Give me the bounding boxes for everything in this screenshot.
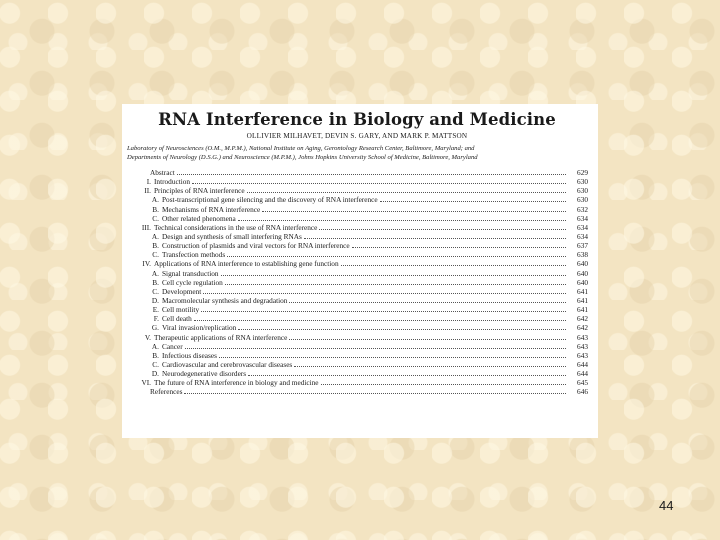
toc-entry-number: C. bbox=[152, 250, 159, 260]
toc-leader-dots bbox=[247, 186, 566, 193]
toc-leader-dots bbox=[225, 278, 566, 285]
toc-entry-number: II. bbox=[144, 186, 151, 196]
toc-entry bbox=[126, 323, 588, 332]
toc-entry-page: 640 bbox=[577, 268, 588, 278]
toc-entry-title: Cardiovascular and cerebrovascular diseases bbox=[162, 359, 293, 369]
toc-leader-dots bbox=[238, 323, 566, 330]
toc-entry bbox=[126, 259, 588, 268]
toc-leader-dots bbox=[177, 168, 566, 175]
toc-entry-title: Design and synthesis of small interfering RNAs bbox=[162, 231, 302, 241]
toc-entry-number: C. bbox=[152, 359, 159, 369]
toc-entry bbox=[126, 305, 588, 314]
toc-entry bbox=[126, 296, 588, 305]
toc-entry-title: Cell cycle regulation bbox=[162, 277, 223, 287]
document-affiliation bbox=[126, 144, 588, 162]
toc-leader-dots bbox=[321, 378, 566, 385]
toc-entry-page: 645 bbox=[577, 378, 588, 388]
toc-entry bbox=[126, 278, 588, 287]
toc-leader-dots bbox=[184, 387, 566, 394]
toc-entry-number: V. bbox=[144, 332, 151, 342]
toc-leader-dots bbox=[262, 205, 566, 212]
toc-entry-title: Post-transcriptional gene silencing and the discovery of RNA interference bbox=[162, 195, 378, 205]
toc-entry-page: 643 bbox=[577, 332, 588, 342]
toc-entry-page: 638 bbox=[577, 250, 588, 260]
toc-entry bbox=[126, 342, 588, 351]
toc-entry-page: 640 bbox=[577, 277, 588, 287]
toc-entry-title: Therapeutic applications of RNA interference bbox=[154, 332, 288, 342]
toc-entry-title: Transfection methods bbox=[162, 250, 226, 260]
document-title: RNA Interference in Biology and Medicine bbox=[158, 110, 556, 129]
toc-entry bbox=[126, 195, 588, 204]
toc-leader-dots bbox=[192, 177, 566, 184]
toc-entry-page: 643 bbox=[577, 341, 588, 351]
toc-leader-dots bbox=[380, 195, 566, 202]
toc-entry-number: C. bbox=[152, 286, 159, 296]
toc-entry bbox=[126, 205, 588, 214]
toc-entry-page: 641 bbox=[577, 295, 588, 305]
toc-entry bbox=[126, 333, 588, 342]
toc-entry-number: C. bbox=[152, 213, 159, 223]
toc-entry-number: E. bbox=[152, 305, 159, 315]
toc-entry-page: 632 bbox=[577, 204, 588, 214]
toc-entry-number: G. bbox=[151, 323, 159, 333]
toc-leader-dots bbox=[238, 214, 566, 221]
toc-leader-dots bbox=[201, 305, 566, 312]
toc-entry bbox=[126, 369, 588, 378]
toc-entry bbox=[126, 186, 588, 195]
toc-entry-number: B. bbox=[152, 350, 159, 360]
toc-entry-title: Cancer bbox=[162, 341, 183, 351]
toc-leader-dots bbox=[194, 314, 566, 321]
slide-number: 44 bbox=[659, 498, 674, 513]
toc-entry-number: A. bbox=[151, 341, 159, 351]
toc-entry-page: 634 bbox=[577, 222, 588, 232]
toc-leader-dots bbox=[352, 241, 566, 248]
toc-entry-page: 641 bbox=[577, 305, 588, 315]
toc-entry-page: 640 bbox=[577, 259, 588, 269]
toc-entry-page: 630 bbox=[577, 186, 588, 196]
toc-entry bbox=[126, 287, 588, 296]
toc-entry-title: Neurodegenerative disorders bbox=[162, 369, 247, 379]
toc-entry bbox=[126, 214, 588, 223]
toc-entry-number: A. bbox=[151, 195, 159, 205]
toc-entry-number: III. bbox=[141, 222, 151, 232]
toc-entry bbox=[126, 387, 588, 396]
affiliation-line: Departments of Neurology (D.S.G.) and Neuroscience (M.P.M.), Johns Hopkins University School of Medicine, Baltimore, Maryland bbox=[127, 154, 478, 161]
toc-leader-dots bbox=[185, 342, 566, 349]
toc-entry-page: 630 bbox=[577, 177, 588, 187]
toc-entry-page: 644 bbox=[577, 369, 588, 379]
toc-entry-title: Mechanisms of RNA interference bbox=[162, 204, 261, 214]
toc-leader-dots bbox=[219, 351, 566, 358]
toc-leader-dots bbox=[248, 369, 566, 376]
toc-entry bbox=[126, 177, 588, 186]
toc-entry-page: 642 bbox=[577, 323, 588, 333]
toc-entry-number: A. bbox=[151, 268, 159, 278]
toc-entry bbox=[126, 241, 588, 250]
toc-entry bbox=[126, 223, 588, 232]
toc-entry bbox=[126, 168, 588, 177]
toc-entry-page: 634 bbox=[577, 231, 588, 241]
toc-entry-title: Introduction bbox=[154, 177, 191, 187]
toc-entry-number: B. bbox=[152, 277, 159, 287]
toc-entry-page: 637 bbox=[577, 241, 588, 251]
toc-entry-title: Viral invasion/replication bbox=[162, 323, 237, 333]
toc-entry-page: 641 bbox=[577, 286, 588, 296]
affiliation-line: Laboratory of Neurosciences (O.M., M.P.M.), National Institute on Aging, Gerontology Research Center, Baltimore, Maryland; and bbox=[127, 145, 475, 152]
toc-entry-title: Applications of RNA interference to establishing gene function bbox=[154, 259, 339, 269]
toc-entry-number: D. bbox=[151, 295, 159, 305]
table-of-contents bbox=[126, 168, 588, 397]
toc-entry bbox=[126, 250, 588, 259]
toc-leader-dots bbox=[227, 250, 566, 257]
toc-entry-page: 646 bbox=[577, 387, 588, 397]
toc-entry-page: 629 bbox=[577, 168, 588, 177]
toc-entry-page: 642 bbox=[577, 314, 588, 324]
toc-entry-title: Cell motility bbox=[162, 305, 200, 315]
toc-entry bbox=[126, 269, 588, 278]
toc-entry-page: 630 bbox=[577, 195, 588, 205]
toc-entry-title: Infectious diseases bbox=[162, 350, 217, 360]
toc-leader-dots bbox=[221, 269, 566, 276]
toc-entry-page: 634 bbox=[577, 213, 588, 223]
toc-leader-dots bbox=[294, 360, 566, 367]
toc-entry-title: The future of RNA interference in biology and medicine bbox=[154, 378, 319, 388]
toc-entry-title: Technical considerations in the use of RNA interference bbox=[154, 222, 318, 232]
toc-leader-dots bbox=[289, 333, 566, 340]
document-image bbox=[122, 104, 598, 438]
toc-entry-number: VI. bbox=[141, 378, 151, 388]
toc-entry-title: Macromolecular synthesis and degradation bbox=[162, 295, 288, 305]
toc-entry-title: Abstract bbox=[150, 168, 175, 177]
toc-entry-number: B. bbox=[152, 204, 159, 214]
toc-entry-number: IV. bbox=[142, 259, 151, 269]
toc-entry bbox=[126, 232, 588, 241]
toc-entry-title: Principles of RNA interference bbox=[154, 186, 245, 196]
toc-entry bbox=[126, 360, 588, 369]
toc-leader-dots bbox=[289, 296, 566, 303]
toc-entry-title: Signal transduction bbox=[162, 268, 219, 278]
toc-entry-number: A. bbox=[151, 231, 159, 241]
toc-entry-title: Construction of plasmids and viral vectors for RNA interference bbox=[162, 241, 350, 251]
toc-entry-title: Cell death bbox=[162, 314, 192, 324]
toc-entry-title: Other related phenomena bbox=[162, 213, 236, 223]
document-authors: OLLIVIER MILHAVET, DEVIN S. GARY, AND MARK P. MATTSON bbox=[246, 132, 468, 140]
toc-entry-page: 644 bbox=[577, 359, 588, 369]
toc-entry bbox=[126, 314, 588, 323]
toc-entry-number: F. bbox=[153, 314, 159, 324]
toc-entry bbox=[126, 351, 588, 360]
toc-entry-title: Development bbox=[162, 286, 202, 296]
toc-entry-title: References bbox=[150, 387, 183, 397]
toc-entry-page: 643 bbox=[577, 350, 588, 360]
toc-leader-dots bbox=[203, 287, 566, 294]
toc-leader-dots bbox=[341, 259, 566, 266]
toc-entry bbox=[126, 378, 588, 387]
toc-entry-number: I. bbox=[146, 177, 151, 187]
toc-entry-number: D. bbox=[151, 369, 159, 379]
toc-entry-number: B. bbox=[152, 241, 159, 251]
toc-leader-dots bbox=[304, 232, 566, 239]
toc-leader-dots bbox=[319, 223, 566, 230]
